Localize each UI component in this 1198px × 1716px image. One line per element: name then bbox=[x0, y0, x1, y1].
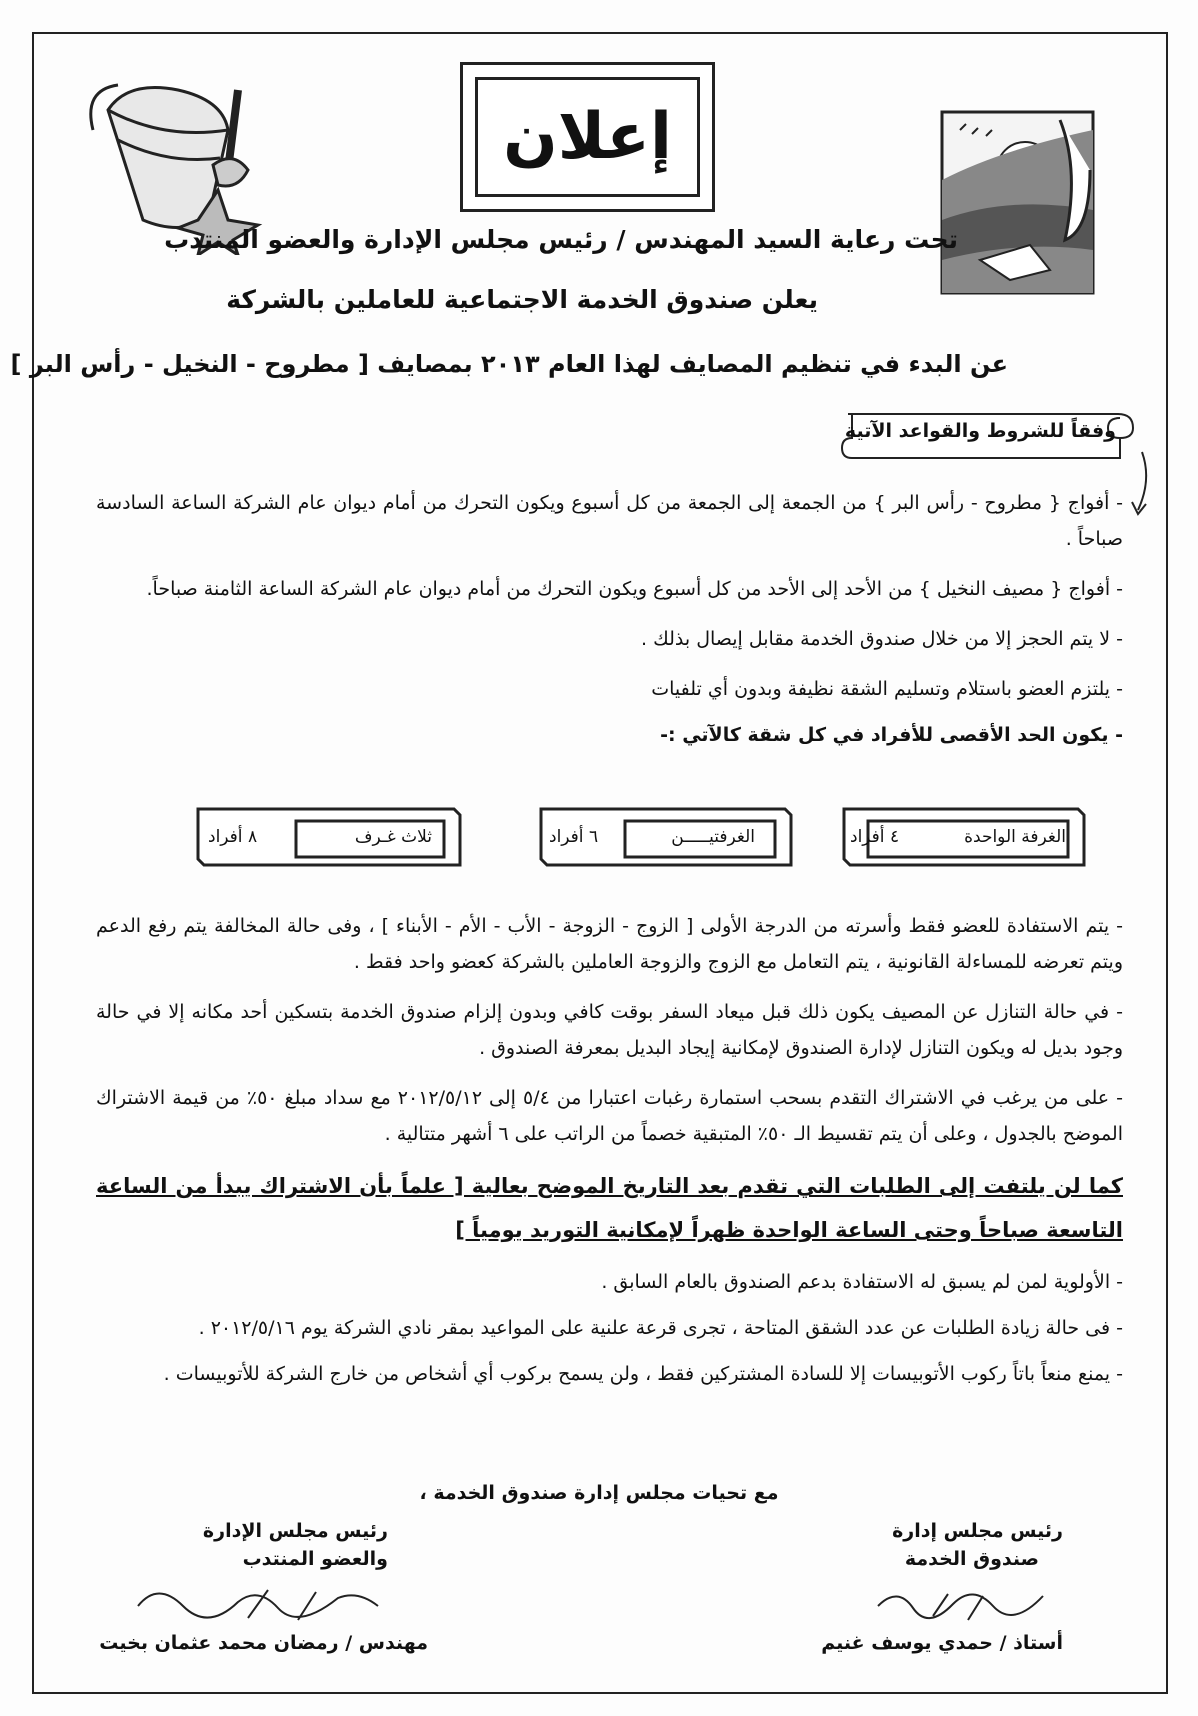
rule-item: - يلتزم العضو باستلام وتسليم الشقة نظيفة وبدون أي تلفيات bbox=[651, 678, 1123, 700]
members-count-label: ٤ أفراد bbox=[850, 827, 900, 847]
rule-item: - أفواج { مصيف النخيل } من الأحد إلى الأحد من كل أسبوع ويكون التحرك من أمام ديوان عام الشركة الساعة الثامنة صباحاً. bbox=[146, 578, 1123, 600]
closing-greeting: مع تحيات مجلس إدارة صندوق الخدمة ، bbox=[419, 1482, 779, 1504]
rule-item: - الأولوية لمن لم يسبق له الاستفادة بدعم الصندوق بالعام السابق . bbox=[601, 1271, 1123, 1293]
signature-title: صندوق الخدمة bbox=[904, 1548, 1039, 1570]
signatory-name: مهندس / رمضان محمد عثمان بخيت bbox=[99, 1632, 428, 1654]
signature-title: والعضو المنتدب bbox=[242, 1548, 388, 1570]
room-option-two bbox=[535, 805, 795, 871]
announcement-title-box bbox=[460, 62, 715, 212]
signature-block-left bbox=[98, 1520, 428, 1660]
conditions-heading: وفقاً للشروط والقواعد الآتية bbox=[844, 420, 1116, 442]
members-count-label: ٦ أفراد bbox=[549, 827, 599, 847]
handwritten-signature bbox=[873, 1576, 1053, 1626]
handwritten-signature bbox=[128, 1576, 388, 1626]
room-count-label: الغرفتيـــــن bbox=[671, 827, 755, 847]
rule-item: - يتم الاستفادة للعضو فقط وأسرته من الدرجة الأولى [ الزوج - الزوجة - الأب - الأم - الأبناء ] ، وفى حالة المخالفة يتم رفع الدعم ويتم تعرضه للمساءلة القانونية ، يتم التعامل مع الزوج والزوجة العاملين بالشركة كعضو واحد فقط . bbox=[96, 915, 1123, 973]
room-count-label: ثلاث غـرف bbox=[354, 827, 432, 847]
room-option-three bbox=[192, 805, 464, 871]
signature-title: رئيس مجلس الإدارة bbox=[202, 1520, 388, 1542]
conditions-scroll-banner bbox=[838, 408, 1138, 464]
rules-bottom-section bbox=[96, 908, 1123, 1392]
deadline-notice: كما لن يلتفت إلى الطلبات التي تقدم بعد التاريخ الموضح بعالية [ علماً بأن الاشتراك يبدأ من الساعة التاسعة صباحاً وحتى الساعة الواحدة ظهراً لإمكانية التوريد يومياً ] bbox=[96, 1174, 1123, 1242]
room-capacity-table bbox=[0, 805, 1198, 875]
rule-item: - فى حالة زيادة الطلبات عن عدد الشقق المتاحة ، تجرى قرعة علنية على المواعيد بمقر نادي الشركة يوم ٢٠١٢/٥/١٦ . bbox=[198, 1317, 1123, 1339]
signature-title: رئيس مجلس إدارة bbox=[892, 1520, 1063, 1542]
signature-block-right bbox=[821, 1520, 1063, 1660]
header-announcer: يعلن صندوق الخدمة الاجتماعية للعاملين بالشركة bbox=[226, 285, 818, 314]
header-patronage: تحت رعاية السيد المهندس / رئيس مجلس الإدارة والعضو المنتدب bbox=[164, 225, 958, 254]
beach-scene-clipart bbox=[940, 110, 1095, 295]
rule-item: - لا يتم الحجز إلا من خلال صندوق الخدمة مقابل إيصال بذلك . bbox=[641, 628, 1123, 650]
room-count-label: الغرفة الواحدة bbox=[964, 827, 1066, 847]
announcement-title: إعلان bbox=[503, 100, 672, 174]
members-count-label: ٨ أفراد bbox=[208, 827, 258, 847]
max-members-heading: - يكون الحد الأقصى للأفراد في كل شقة كالآتي :- bbox=[660, 724, 1123, 746]
rule-item: - أفواج { مطروح - رأس البر } من الجمعة إلى الجمعة من كل أسبوع ويكون التحرك من أمام ديوان عام الشركة الساعة السادسة صباحاً . bbox=[96, 492, 1123, 550]
room-option-one bbox=[838, 805, 1088, 871]
rule-item: - على من يرغب في الاشتراك التقدم بسحب استمارة رغبات اعتبارا من ٥/٤ إلى ٢٠١٢/٥/١٢ مع سداد مبلغ ٥٠٪ من قيمة الاشتراك الموضح بالجدول ، وعلى أن يتم تقسيط الـ ٥٠٪ المتبقية خصماً من الراتب على ٦ أشهر متتالية . bbox=[96, 1087, 1123, 1145]
signatory-name: أستاذ / حمدي يوسف غنيم bbox=[821, 1632, 1063, 1654]
header-subject: عن البدء في تنظيم المصايف لهذا العام ٢٠١٣ بمصايف [ مطروح - النخيل - رأس البر ] bbox=[10, 350, 1008, 378]
rule-item: - في حالة التنازل عن المصيف يكون ذلك قبل ميعاد السفر بوقت كافي وبدون إلزام صندوق الخدمة بتسكين أحد مكانه إلا في حالة وجود بديل له ويكون التنازل لإدارة الصندوق لإمكانية إيجاد البديل بمعرفة الصندوق . bbox=[96, 1001, 1123, 1059]
curved-arrow-icon bbox=[1128, 450, 1154, 520]
rule-item: - يمنع منعاً باتاً ركوب الأتوبيسات إلا للسادة المشتركين فقط ، ولن يسمح بركوب أي أشخاص من خارج الشركة للأتوبيسات . bbox=[163, 1363, 1123, 1385]
rules-top-section bbox=[96, 485, 1123, 753]
